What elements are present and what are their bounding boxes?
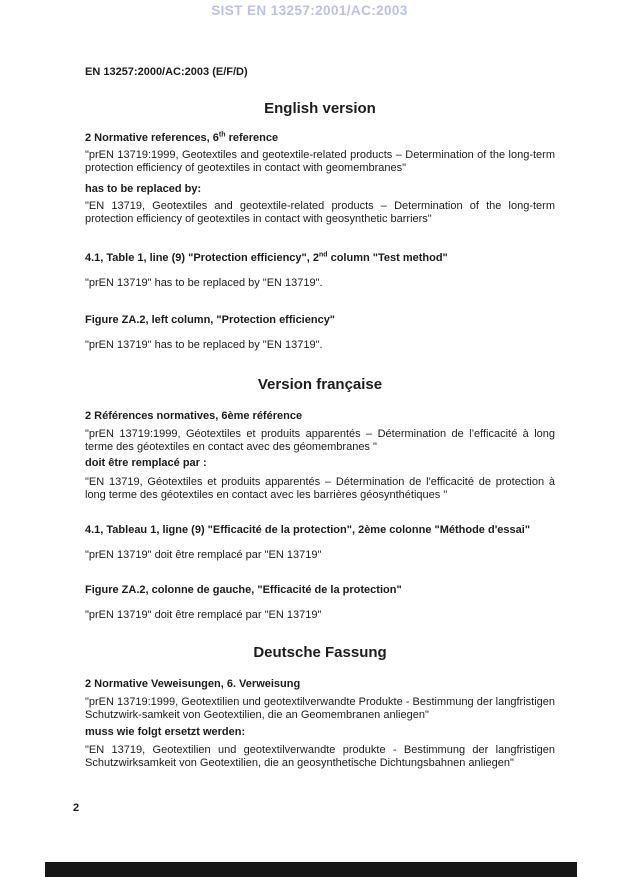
english-table-subheading-post: column "Test method" [327, 252, 448, 264]
french-reference-subheading: 2 Références normatives, 6ème référence [85, 410, 303, 422]
english-reference-subheading-pre: 2 Normative references, 6 [85, 132, 219, 144]
section-heading-german: Deutsche Fassung [253, 644, 387, 661]
page-content [85, 0, 555, 770]
german-replace-subheading: muss wie folgt ersetzt werden: [85, 726, 246, 738]
watermark-header: SIST EN 13257:2001/AC:2003 [211, 3, 408, 18]
english-reference-subheading [85, 132, 555, 145]
french-paragraph-old-reference: "prEN 13719:1999, Géotextiles et produits apparentés – Détermination de l’efficacité à long terme des géotextiles en contact avec des géomembranes " [85, 428, 555, 453]
english-paragraph-new-reference: "EN 13719, Geotextiles and geotextile-related products – Determination of the long-term protection efficiency of geotextiles in contact with geosynthetic barriers" [85, 200, 555, 225]
english-table-subheading-pre: 4.1, Table 1, line (9) "Protection efficiency", 2 [85, 252, 319, 264]
section-heading-english: English version [264, 100, 376, 117]
french-figure-subheading: Figure ZA.2, colonne de gauche, "Efficacité de la protection" [85, 584, 402, 596]
section-heading-french: Version française [257, 376, 383, 393]
english-table-replacement-text: "prEN 13719" has to be replaced by "EN 13719". [85, 277, 323, 289]
footer-redaction-bar [45, 862, 577, 877]
french-table-replacement-text: "prEN 13719" doit être remplacé par "EN 13719" [85, 549, 322, 561]
page-number: 2 [73, 802, 80, 814]
english-figure-replacement-text: "prEN 13719" has to be replaced by "EN 13719". [85, 339, 323, 351]
english-table-subheading [85, 252, 555, 265]
german-reference-subheading: 2 Normative Veweisungen, 6. Verweisung [85, 678, 301, 690]
german-paragraph-new-reference: "EN 13719, Geotextilien und geotextilverwandte produkte - Bestimmung der langfristigen Schutzwirksamkeit von Geotextilien, die an geosynthetische Dichtungsbahnen anliegen" [85, 744, 555, 769]
english-table-superscript: nd [318, 251, 328, 259]
english-figure-subheading: Figure ZA.2, left column, "Protection efficiency" [85, 314, 336, 326]
french-replace-subheading: doit être remplacé par : [85, 457, 207, 469]
english-reference-subheading-post: reference [225, 132, 279, 144]
document-reference: EN 13257:2000/AC:2003 (E/F/D) [85, 66, 248, 78]
english-replace-subheading: has to be replaced by: [85, 183, 202, 195]
german-paragraph-old-reference: "prEN 13719:1999, Geotextilien und geotextilverwandte Produkte - Bestimmung der langfristigen Schutzwirk-samkeit von Geotextilien, die an Geomembranen anliegen" [85, 696, 555, 721]
english-paragraph-old-reference: "prEN 13719:1999, Geotextiles and geotextile-related products – Determination of the long-term protection efficiency of geotextiles in contact with geomembranes" [85, 149, 555, 174]
french-table-subheading: 4.1, Tableau 1, ligne (9) "Efficacité de la protection", 2ème colonne "Méthode d'essai" [85, 524, 531, 536]
french-paragraph-new-reference: "EN 13719, Géotextiles et produits apparentés – Détermination de l'efficacité de protection à long terme des géotextiles en contact avec les barrières géosynthétiques " [85, 476, 555, 501]
french-figure-replacement-text: "prEN 13719" doit être remplacé par "EN 13719" [85, 609, 322, 621]
english-reference-superscript: th [218, 131, 226, 139]
